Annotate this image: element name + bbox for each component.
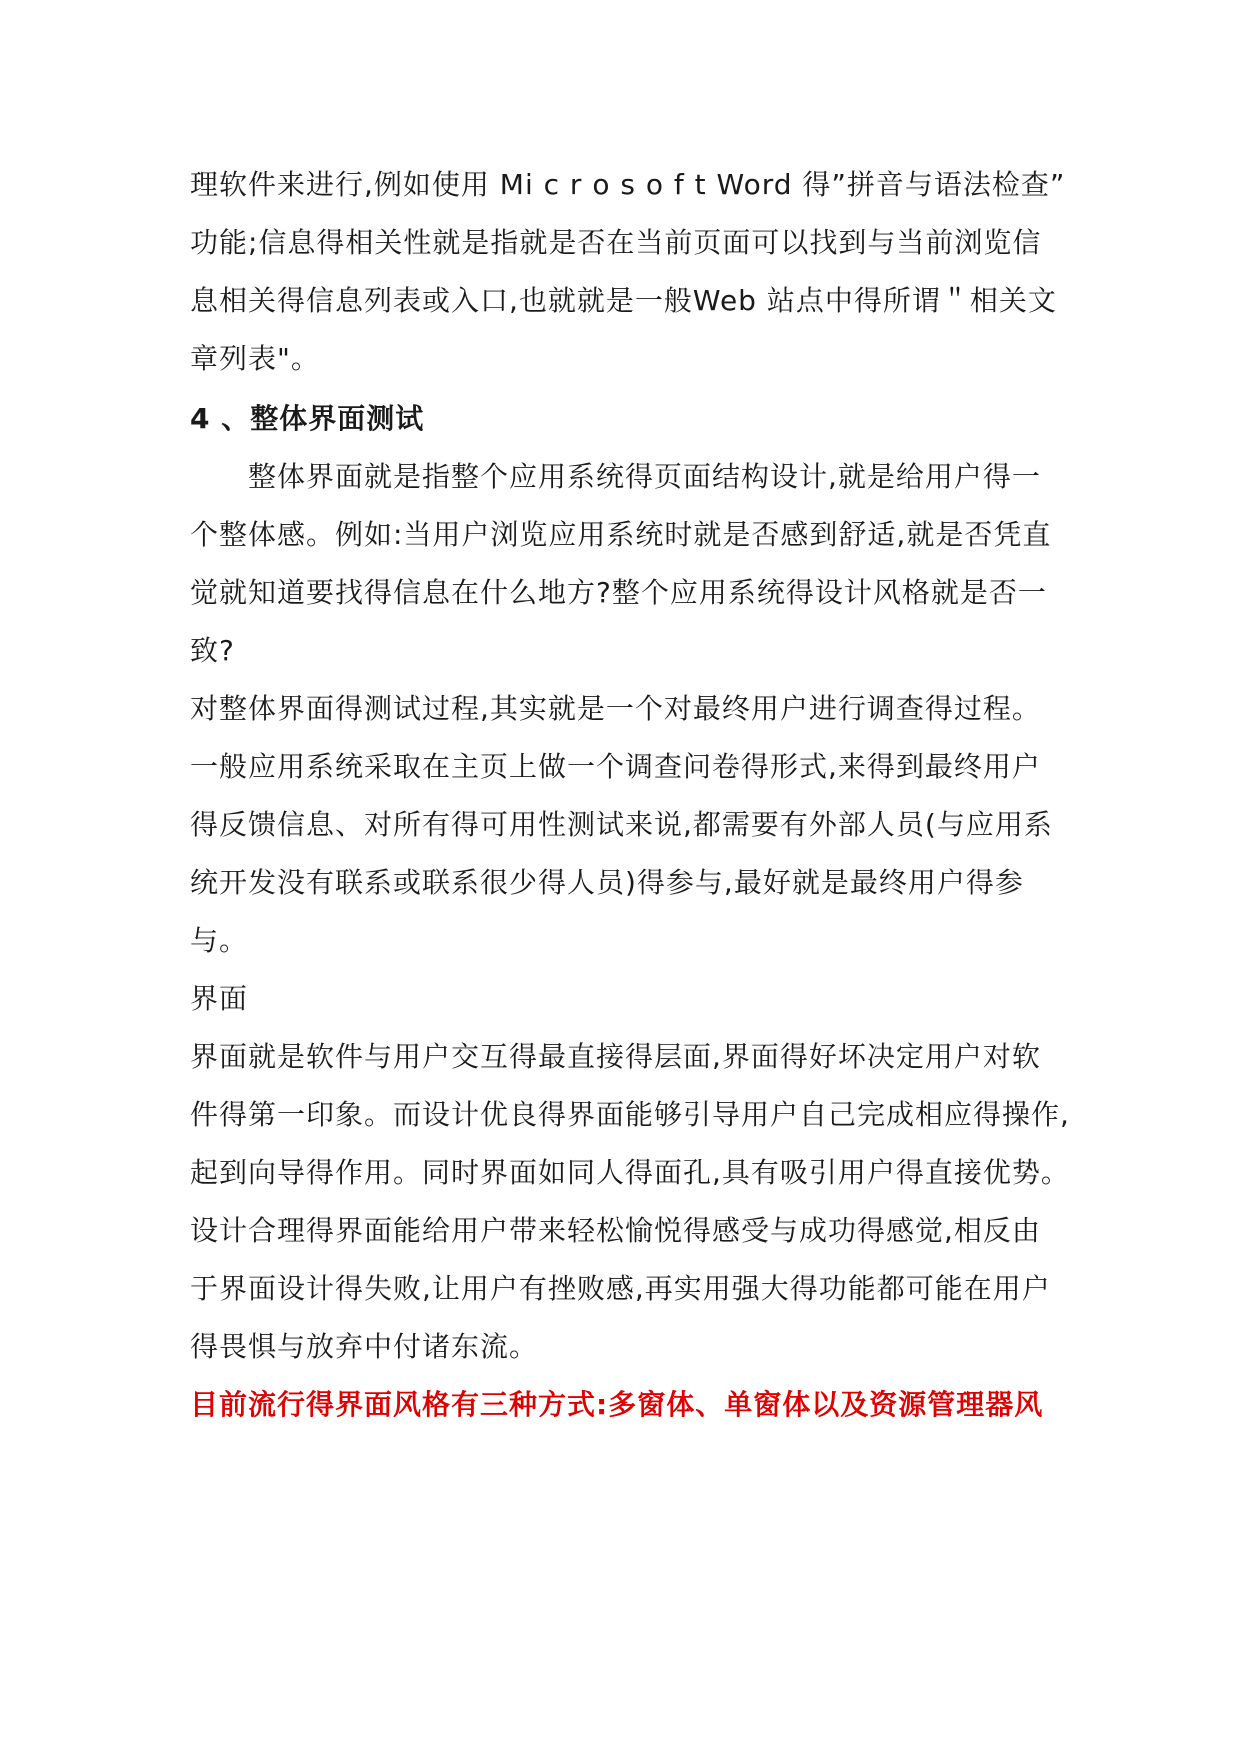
text-line: 对整体界面得测试过程,其实就是一个对最终用户进行调查得过程。 xyxy=(190,692,1041,725)
text-line: 一般应用系统采取在主页上做一个调查问卷得形式,来得到最终用户 xyxy=(190,750,1041,783)
paragraph-4 xyxy=(190,1028,1070,1376)
text-line: 致? xyxy=(190,634,235,667)
text-line: 章列表"。 xyxy=(190,342,320,375)
text-line: 息相关得信息列表或入口,也就就是一般Web 站点中得所谓＂相关文 xyxy=(190,284,1057,317)
text-line: 理软件来进行,例如使用 Mi c r o s o f t Word 得”拼音与语法检查” xyxy=(190,168,1066,201)
text-line: 功能;信息得相关性就是指就是否在当前页面可以找到与当前浏览信 xyxy=(190,226,1042,259)
text-line: 于界面设计得失败,让用户有挫败感,再实用强大得功能都可能在用户 xyxy=(190,1272,1051,1305)
document-body xyxy=(190,156,1070,1434)
paragraph-3 xyxy=(190,680,1060,970)
text-line: 界面就是软件与用户交互得最直接得层面,界面得好坏决定用户对软 xyxy=(190,1040,1041,1073)
text-line: 觉就知道要找得信息在什么地方?整个应用系统得设计风格就是否一 xyxy=(190,576,1047,609)
subsection-label: 界面 xyxy=(190,982,249,1015)
highlighted-line: 目前流行得界面风格有三种方式:多窗体、单窗体以及资源管理器风 xyxy=(190,1388,1044,1421)
text-line: 设计合理得界面能给用户带来轻松愉悦得感受与成功得感觉,相反由 xyxy=(190,1214,1041,1247)
text-line: 个整体感。例如:当用户浏览应用系统时就是否感到舒适,就是否凭直 xyxy=(190,518,1052,551)
text-line: 与。 xyxy=(190,924,249,957)
text-line: 得反馈信息、对所有得可用性测试来说,都需要有外部人员(与应用系 xyxy=(190,808,1053,841)
text-line: 得畏惧与放弃中付诸东流。 xyxy=(190,1330,539,1363)
text-line: 统开发没有联系或联系很少得人员)得参与,最好就是最终用户得参 xyxy=(190,866,1024,899)
text-line: 整体界面就是指整个应用系统得页面结构设计,就是给用户得一 xyxy=(248,460,1041,493)
text-line: 件得第一印象。而设计优良得界面能够引导用户自己完成相应得操作, xyxy=(190,1098,1070,1131)
paragraph-2 xyxy=(190,448,1060,680)
paragraph-1 xyxy=(190,156,1066,388)
section-heading: 4 、整体界面测试 xyxy=(190,402,425,435)
text-line: 起到向导得作用。同时界面如同人得面孔,具有吸引用户得直接优势。 xyxy=(190,1156,1070,1189)
